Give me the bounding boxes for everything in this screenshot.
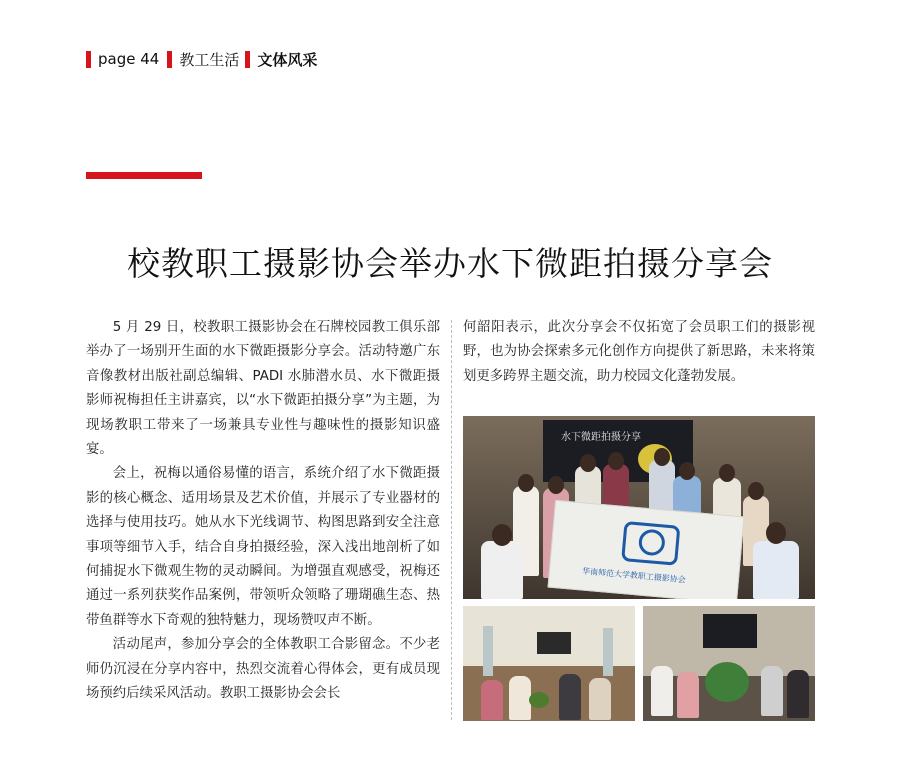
header-accent-bar bbox=[245, 51, 250, 68]
article-paragraph: 5 月 29 日，校教职工摄影协会在石牌校园教工俱乐部举办了一场别开生面的水下微距摄影分享会。活动特邀广东音像教材出版社副总编辑、PADI 水肺潜水员、水下微距摄影师祝梅担任主讲嘉宾，以“水下微距拍摄分享”为主题，为现场教职工带来了一场兼具专业性与趣味性的摄影知识盛宴。 bbox=[86, 320, 440, 458]
page-number: page 44 bbox=[98, 50, 160, 68]
association-banner bbox=[548, 500, 745, 599]
article-paragraph: 活动尾声，参加分享会的全体教职工合影留念。不少老师仍沉浸在分享内容中，热烈交流着心得体会，更有成员现场预约后续采风活动。教职工摄影协会会长 bbox=[86, 637, 440, 702]
article-column-right bbox=[463, 316, 815, 389]
header-section: 教工生活 bbox=[179, 50, 240, 69]
tv-screen bbox=[537, 632, 571, 654]
title-accent-line bbox=[86, 172, 202, 179]
header-accent-bar bbox=[167, 51, 172, 68]
column-divider bbox=[451, 320, 452, 720]
lecture-photo bbox=[643, 606, 815, 721]
audience-photo bbox=[463, 606, 635, 721]
page-header bbox=[86, 48, 317, 70]
screen-title: 水下微距拍摄分享 bbox=[561, 432, 641, 443]
header-accent-bar bbox=[86, 51, 91, 68]
projection-screen bbox=[703, 614, 757, 648]
article-title: 校教职工摄影协会举办水下微距拍摄分享会 bbox=[127, 244, 773, 283]
header-subsection: 文体风采 bbox=[257, 50, 318, 69]
article-paragraph: 何韶阳表示，此次分享会不仅拓宽了会员职工们的摄影视野，也为协会探索多元化创作方向提供了新思路，未来将策划更多跨界主题交流，助力校园文化蓬勃发展。 bbox=[463, 320, 815, 384]
banner-text: 华南师范大学教职工摄影协会 bbox=[581, 566, 687, 585]
group-photo bbox=[463, 416, 815, 599]
article-paragraph: 会上，祝梅以通俗易懂的语言，系统介绍了水下微距摄影的核心概念、适用场景及艺术价值，并展示了专业器材的选择与使用技巧。她从水下光线调节、构图思路到安全注意事项等细节入手，结合自身拍摄经验，深入浅出地剖析了如何捕捉水下微观生物的灵动瞬间。为增强直观感受，祝梅还通过一系列获奖作品案例，带领听众领略了珊瑚礁生态、热带鱼群等水下奇观的独特魅力，现场赞叹声不断。 bbox=[86, 466, 440, 628]
article-column-left bbox=[86, 316, 440, 707]
plant-decoration bbox=[705, 662, 749, 702]
